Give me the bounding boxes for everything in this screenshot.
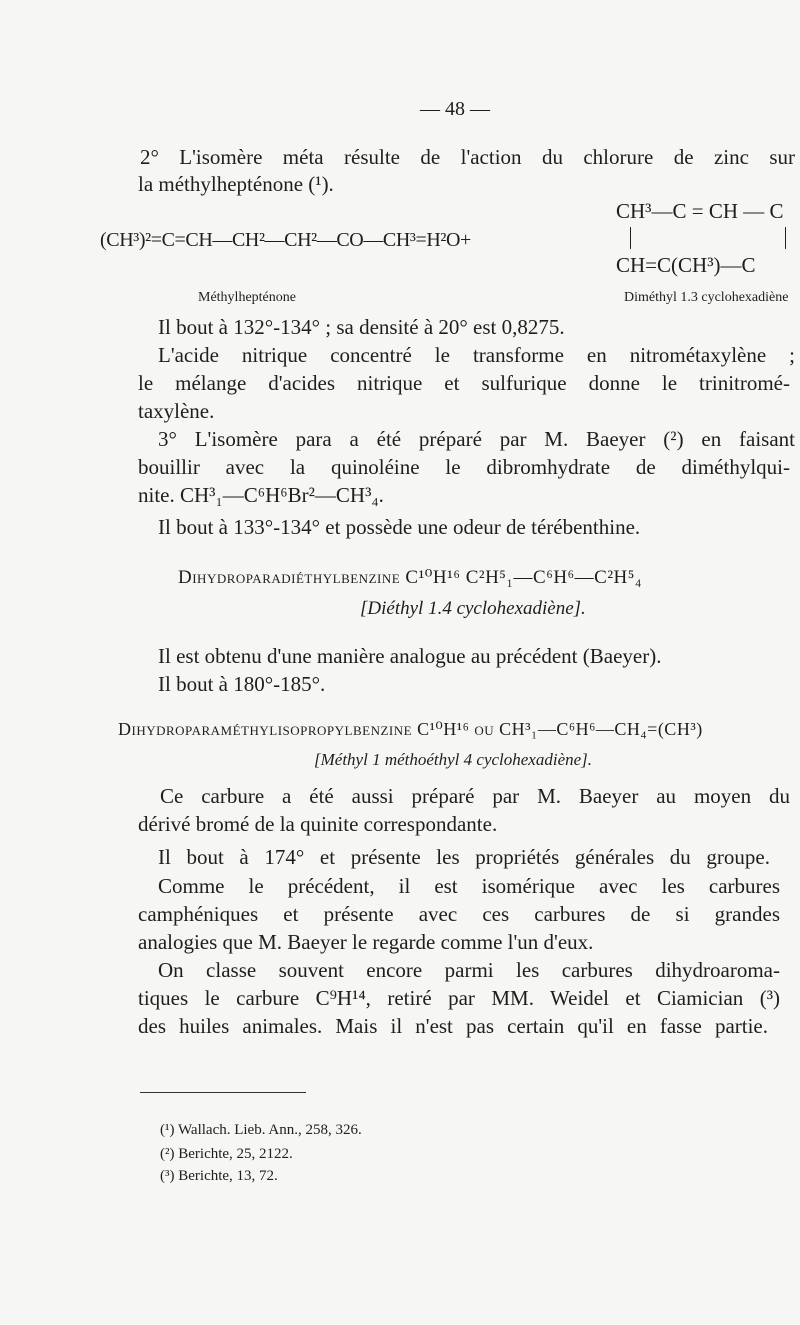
methyl-line-1: Ce carbure a été aussi préparé par M. Baeyer au moyen du (160, 784, 790, 808)
methyl-line-3: Il bout à 174° et présente les propriétés générales du groupe. (158, 845, 770, 869)
meta-props-line-3: le mélange d'acides nitrique et sulfurique donne le trinitromé- (138, 371, 790, 395)
meta-props-line-2: L'acide nitrique concentré le transforme en nitrométaxylène ; (158, 343, 795, 367)
diethyl-line-1: Il est obtenu d'une manière analogue au précédent (Baeyer). (158, 644, 662, 668)
methyl-line-6: analogies que M. Baeyer le regarde comme l'un d'eux. (138, 930, 594, 954)
diethyl-line-2: Il bout à 180°-185°. (158, 672, 326, 696)
para-isomer-line-1: 3° L'isomère para a été préparé par M. Baeyer (²) en faisant (158, 427, 795, 451)
diethyl-heading: Dihydroparadiéthylbenzine C¹⁰H¹⁶ C²H⁵₁—C⁶H⁶—C²H⁵₄ (178, 567, 643, 588)
footnote-1: (¹) Wallach. Lieb. Ann., 258, 326. (160, 1122, 362, 1138)
footnote-2: (²) Berichte, 25, 2122. (160, 1146, 293, 1162)
methyl-line-4: Comme le précédent, il est isomérique avec les carbures (158, 874, 780, 898)
para-isomer-line-3: nite. CH³₁—C⁶H⁶Br²—CH³₄. (138, 483, 384, 507)
page-number: — 48 — (420, 98, 490, 120)
methyl-line-5: camphéniques et présente avec ces carbures de si grandes (138, 902, 780, 926)
methyl-line-9: des huiles animales. Mais il n'est pas certain qu'il en fasse partie. (138, 1014, 768, 1038)
methyl-subheading: [Méthyl 1 méthoéthyl 4 cyclohexadiène]. (314, 750, 593, 769)
formula-bond-left (630, 227, 631, 249)
para-isomer-line-4: Il bout à 133°-134° et possède une odeur de térébenthine. (158, 515, 641, 539)
diethyl-subheading: [Diéthyl 1.4 cyclohexadiène]. (360, 598, 586, 619)
formula-label-product: Diméthyl 1.3 cyclohexadiène (624, 290, 789, 305)
formula-label-reactant: Méthylhepténone (198, 290, 296, 305)
methyl-line-2: dérivé bromé de la quinite correspondante. (138, 812, 498, 836)
footnote-divider (140, 1092, 306, 1093)
meta-props-line-4: taxylène. (138, 399, 215, 423)
formula-bond-right (785, 227, 786, 249)
methyl-line-7: On classe souvent encore parmi les carbures dihydroaroma- (158, 958, 780, 982)
methyl-line-8: tiques le carbure C⁹H¹⁴, retiré par MM. Weidel et Ciamician (³) (138, 986, 780, 1010)
formula-reactant: (CH³)²=C=CH—CH²—CH²—CO—CH³=H²O+ (100, 229, 471, 251)
meta-isomer-line-2: la méthylhepténone (¹). (138, 172, 334, 196)
meta-isomer-line-1: 2° L'isomère méta résulte de l'action du chlorure de zinc sur (140, 145, 795, 169)
formula-product-bottom: CH=C(CH³)—C (616, 253, 756, 277)
footnote-3: (³) Berichte, 13, 72. (160, 1168, 278, 1184)
methyl-heading: Dihydroparaméthylisopropylbenzine C¹⁰H¹⁶ ou CH³₁—C⁶H⁶—CH₄=(CH³) (118, 719, 703, 739)
formula-product-top: CH³—C = CH — C (616, 199, 784, 223)
meta-props-line-1: Il bout à 132°-134° ; sa densité à 20° est 0,8275. (158, 315, 565, 339)
para-isomer-line-2: bouillir avec la quinoléine le dibromhydrate de diméthylqui- (138, 455, 790, 479)
